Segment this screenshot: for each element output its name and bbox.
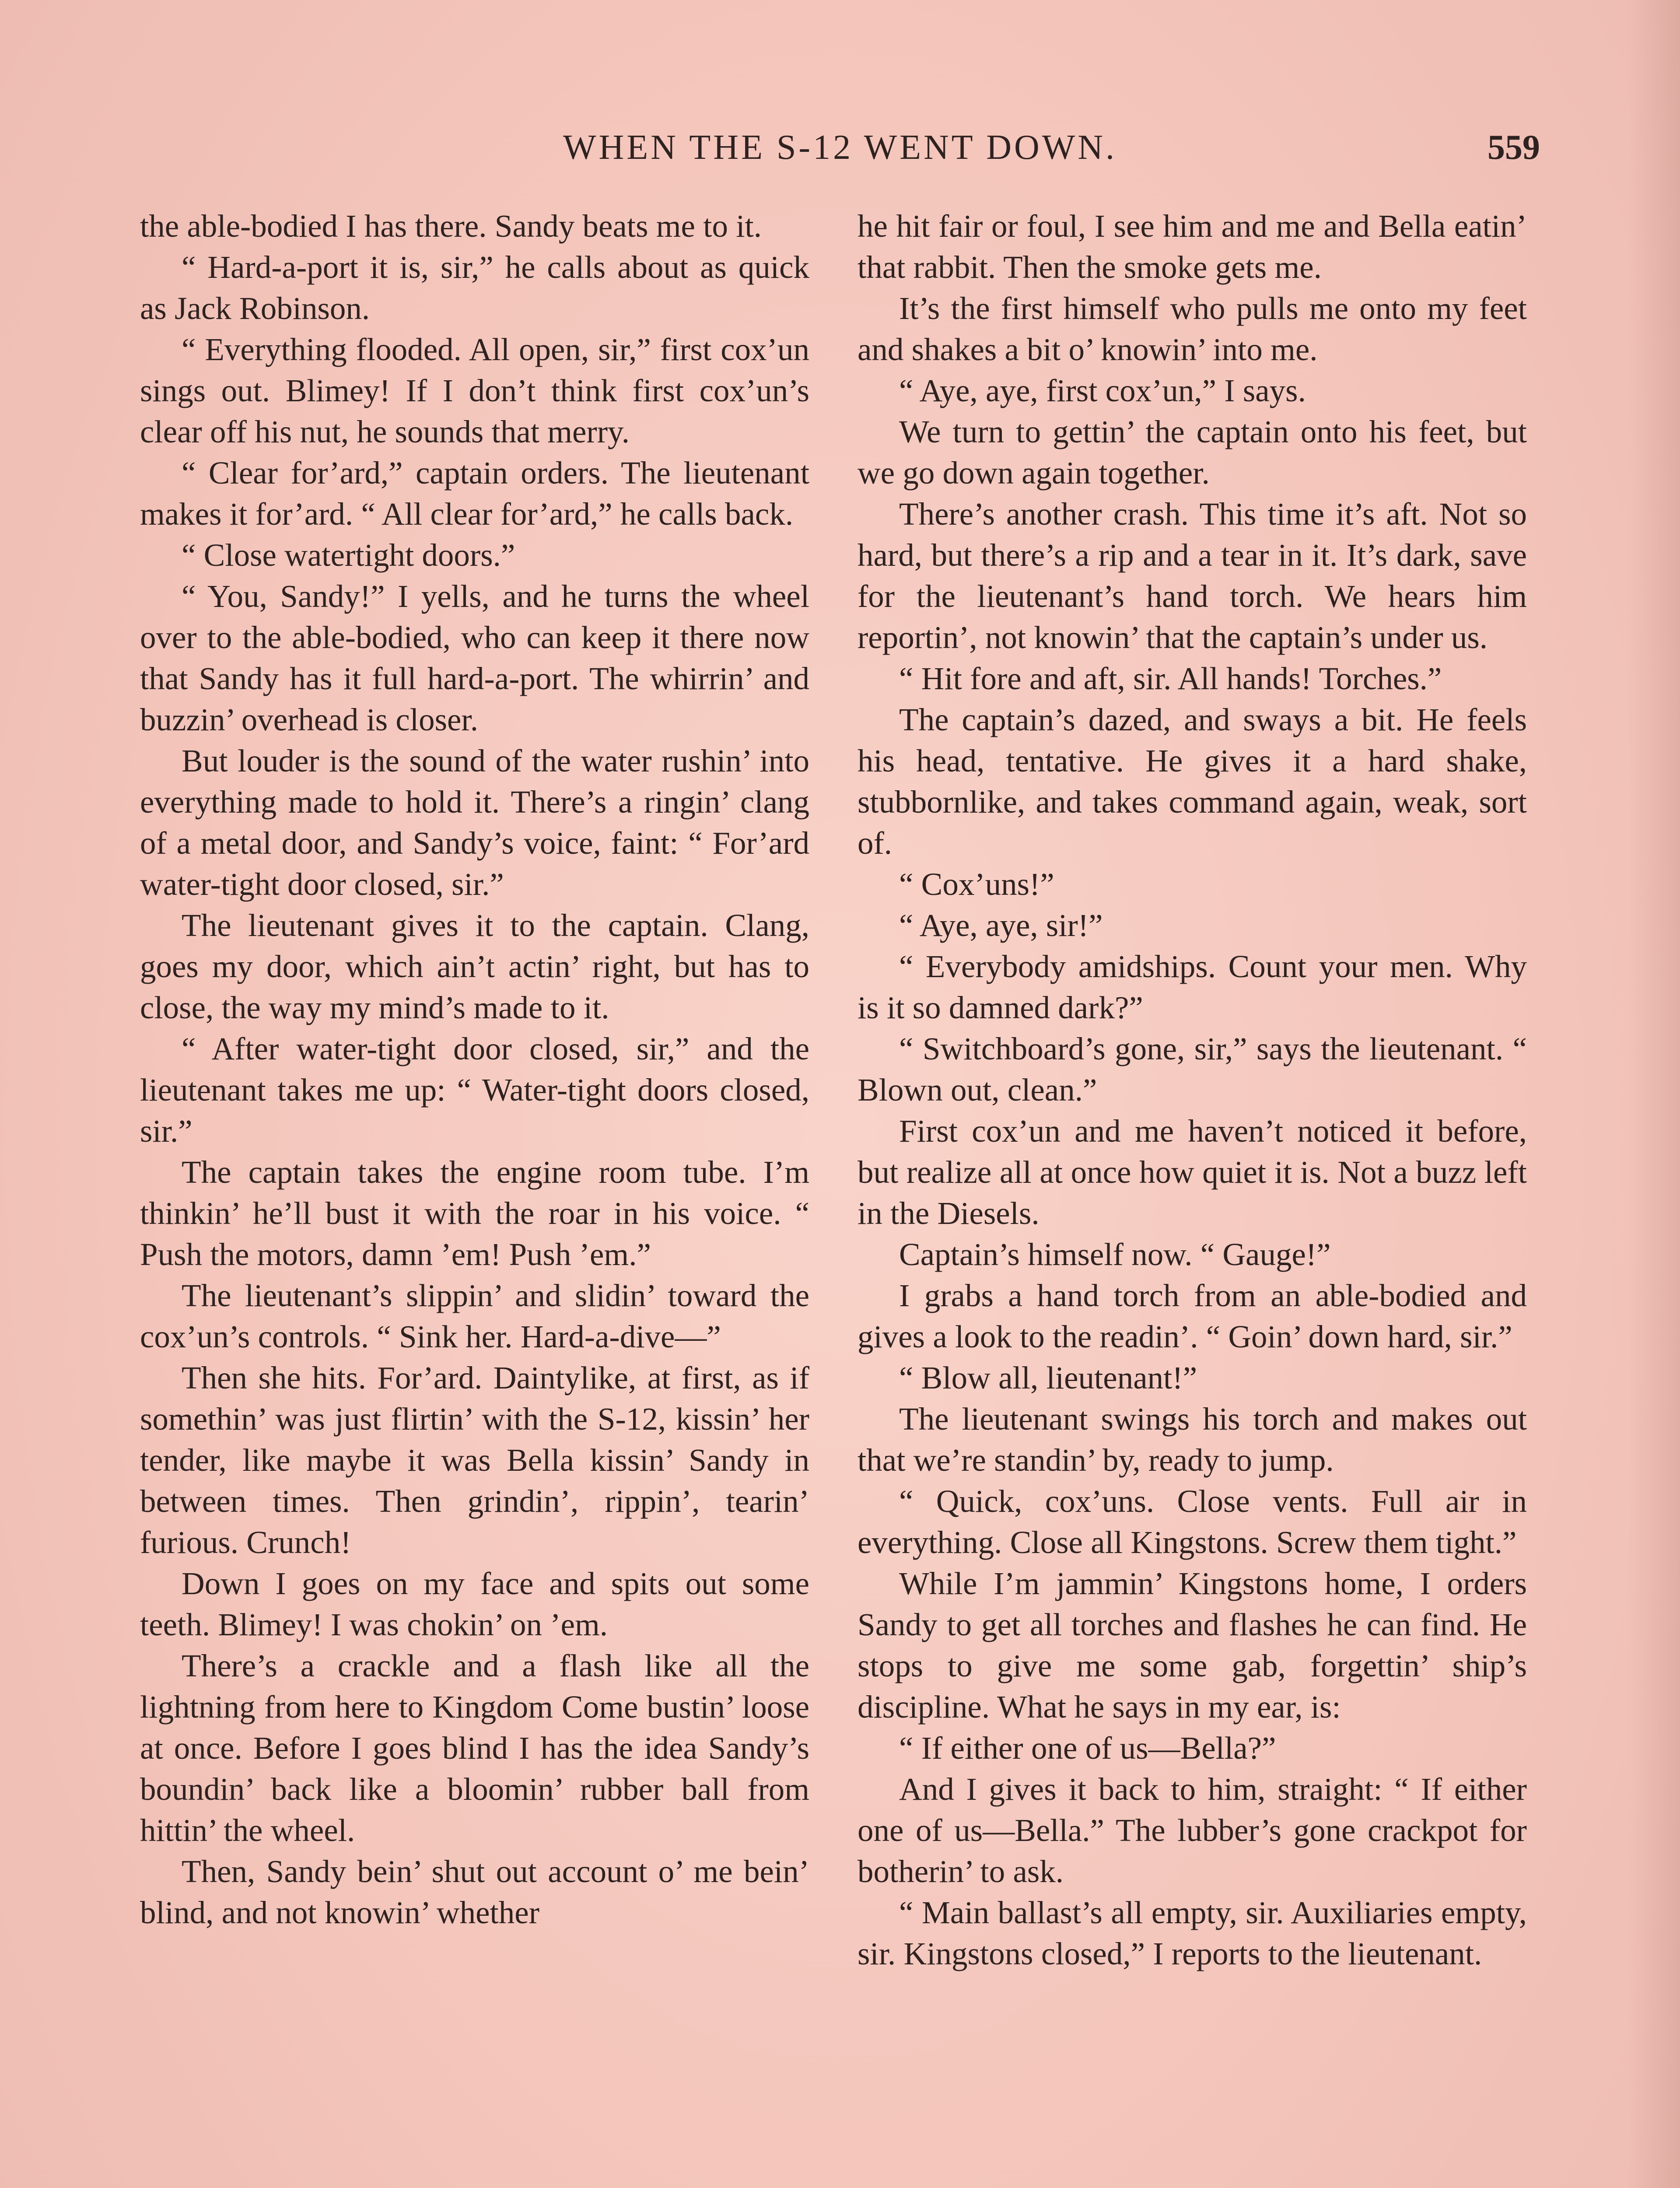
running-title: WHEN THE S-12 WENT DOWN. (563, 128, 1117, 167)
paragraph: It’s the first himself who pulls me onto my feet and shakes a bit o’ knowin’ into me. (858, 291, 1527, 367)
paragraph: “ Close watertight doors.” (182, 537, 515, 573)
paragraph: There’s a crackle and a flash like all the lightning from here to Kingdom Come bustin’ loose at once. Before I goes blind I has the idea Sandy’s boundin’ back like a bloomin’ rubber ball from hittin’ the wheel. (140, 1648, 809, 1848)
paragraph: The lieutenant gives it to the captain. Clang, goes my door, which ain’t actin’ right, but has to close, the way my mind’s made to it. (140, 908, 809, 1025)
right-column (858, 206, 1527, 1974)
paragraph: While I’m jammin’ Kingstons home, I orders Sandy to get all torches and flashes he can find. He stops to give me some gab, forgettin’ ship’s discipline. What he says in my ear, is: (858, 1566, 1527, 1725)
paragraph: “ Main ballast’s all empty, sir. Auxiliaries empty, sir. Kingstons closed,” I reports to the lieutenant. (858, 1895, 1527, 1971)
paragraph: “ Everybody amidships. Count your men. Why is it so damned dark?” (858, 949, 1527, 1025)
paragraph: he hit fair or foul, I see him and me and Bella eatin’ that rabbit. Then the smoke gets me. (858, 208, 1527, 285)
paragraph: The captain takes the engine room tube. I’m thinkin’ he’ll bust it with the roar in his voice. “ Push the motors, damn ’em! Push ’em.” (140, 1154, 809, 1272)
paragraph: Then, Sandy bein’ shut out account o’ me bein’ blind, and not knowin’ whether (140, 1854, 809, 1930)
paragraph: I grabs a hand torch from an able-bodied and gives a look to the readin’. “ Goin’ down hard, sir.” (858, 1278, 1527, 1354)
paragraph: “ Everything flooded. All open, sir,” first cox’un sings out. Blimey! If I don’t think first cox’un’s clear off his nut, he sounds that merry. (140, 332, 809, 449)
paragraph: “ Switchboard’s gone, sir,” says the lieutenant. “ Blown out, clean.” (858, 1031, 1527, 1108)
paragraph: But louder is the sound of the water rushin’ into everything made to hold it. There’s a ringin’ clang of a metal door, and Sandy’s voice, faint: “ For’ard water-tight door closed, sir.” (140, 743, 809, 902)
paragraph: And I gives it back to him, straight: “ If either one of us—Bella.” The lubber’s gone crackpot for botherin’ to ask. (858, 1771, 1527, 1889)
paragraph: We turn to gettin’ the captain onto his feet, but we go down again together. (858, 414, 1527, 491)
paragraph: Then she hits. For’ard. Daintylike, at first, as if somethin’ was just flirtin’ with the S-12, kissin’ her tender, like maybe it was Bella kissin’ Sandy in between times. Then grindin’, rippin’, tearin’ furious. Crunch! (140, 1360, 809, 1560)
paragraph: “ Aye, aye, first cox’un,” I says. (899, 373, 1306, 408)
paragraph: “ Quick, cox’uns. Close vents. Full air in everything. Close all Kingstons. Screw them tight.” (858, 1483, 1527, 1560)
paragraph: There’s another crash. This time it’s aft. Not so hard, but there’s a rip and a tear in it. It’s dark, save for the lieutenant’s hand torch. We hears him reportin’, not knowin’ that the captain’s under us. (858, 496, 1527, 655)
paragraph: The lieutenant swings his torch and makes out that we’re standin’ by, ready to jump. (858, 1401, 1527, 1478)
paragraph: The captain’s dazed, and sways a bit. He feels his head, tentative. He gives it a hard shake, stubbornlike, and takes command again, weak, sort of. (858, 702, 1527, 861)
page-number: 559 (1488, 128, 1540, 167)
paragraph: “ Blow all, lieutenant!” (899, 1360, 1197, 1396)
paragraph: “ Clear for’ard,” captain orders. The lieutenant makes it for’ard. “ All clear for’ard,” he calls back. (140, 455, 809, 532)
running-header (140, 128, 1540, 176)
page-edge-shade (1628, 0, 1680, 2188)
paragraph: “ If either one of us—Bella?” (899, 1730, 1276, 1766)
paragraph: Down I goes on my face and spits out some teeth. Blimey! I was chokin’ on ’em. (140, 1566, 809, 1642)
paragraph: the able-bodied I has there. Sandy beats me to it. (140, 208, 762, 244)
paragraph: “ Cox’uns!” (899, 866, 1054, 902)
paragraph: “ Hard-a-port it is, sir,” he calls about as quick as Jack Robinson. (140, 249, 809, 326)
paragraph: Captain’s himself now. “ Gauge!” (899, 1237, 1331, 1272)
paragraph: First cox’un and me haven’t noticed it before, but realize all at once how quiet it is. Not a buzz left in the Diesels. (858, 1113, 1527, 1231)
paragraph: “ After water-tight door closed, sir,” and the lieutenant takes me up: “ Water-tight doors closed, sir.” (140, 1031, 809, 1149)
paragraph: “ Hit fore and aft, sir. All hands! Torches.” (899, 661, 1442, 696)
paragraph: “ You, Sandy!” I yells, and he turns the wheel over to the able-bodied, who can keep it there now that Sandy has it full hard-a-port. The whirrin’ and buzzin’ overhead is closer. (140, 579, 809, 737)
paragraph: The lieutenant’s slippin’ and slidin’ toward the cox’un’s controls. “ Sink her. Hard-a-dive—” (140, 1278, 809, 1354)
left-column (140, 206, 809, 1933)
paragraph: “ Aye, aye, sir!” (899, 908, 1103, 943)
